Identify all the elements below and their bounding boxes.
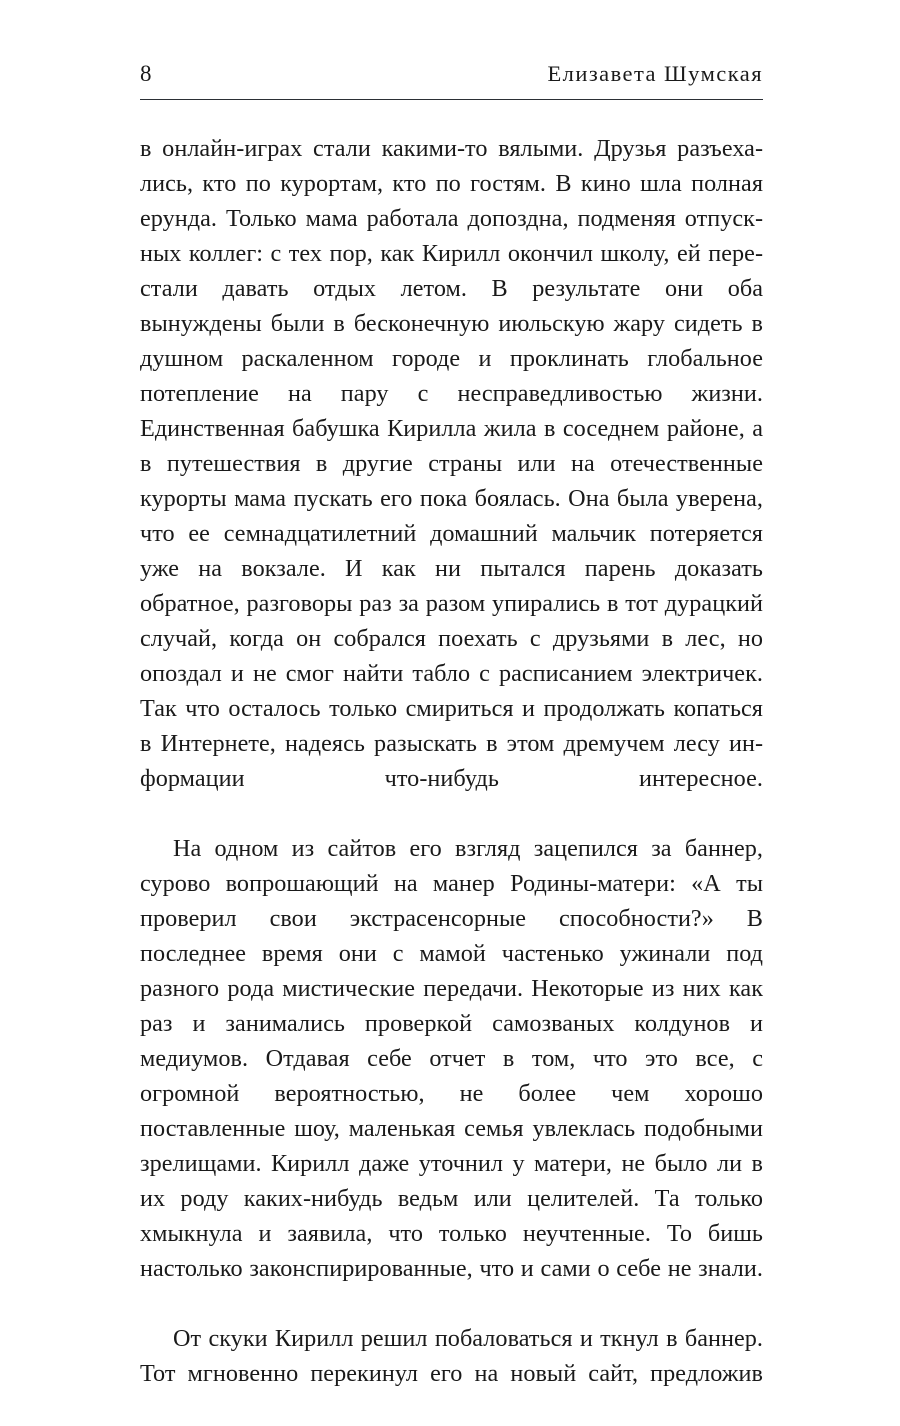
paragraph: От скуки Кирилл решил побаловаться и ткнул в баннер. Тот мгновенно перекинул его на новый сайт, предложив <box>140 1325 763 1387</box>
running-title-author: Елизавета Шумская <box>547 61 763 86</box>
paragraph: в онлайн-играх стали какими-то вялыми. Друзья разъехались, кто по курортам, кто по гостям. В кино шла полная ерунда. Только мама работала допоздна, подменяя отпускных коллег: с тех пор, как Кирилл окончил школу, ей перестали давать отдых летом. В результате они оба вынуждены были в бесконечную июльскую жару сидеть в душном раскаленном городе и проклинать глобальное потепление на пару с несправедливостью жизни. Единственная бабушка Кирилла жила в соседнем районе, а в путешествия в другие страны или на отечественные курорты мама пускать его пока боялась. Она была уверена, что ее семнадцатилетний домашний мальчик потеряется уже на вокзале. И как ни пытался парень доказать обратное, разговоры раз за разом упирались в тот дурацкий случай, когда он собрался поехать с друзьями в лес, но опоздал и не смог найти табло с расписанием электричек. Так что осталось только смириться и продолжать копаться в Интернете, надеясь разыскать в этом дремучем лесу информации что-нибудь интересное. <box>140 135 763 792</box>
page-number: 8 <box>140 61 152 86</box>
header-divider <box>140 99 763 100</box>
paragraph: На одном из сайтов его взгляд зацепился за баннер, сурово вопрошающий на манер Родины-матери: «А ты проверил свои экстрасенсорные способности?» В последнее время они с мамой частенько ужинали под разного рода мистические передачи. Некоторые из них как раз и занимались проверкой самозваных колдунов и медиумов. Отдавая себе отчет в том, что это все, с огромной вероятностью, не более чем хорошо поставленные шоу, маленькая семья увлеклась подобными зрелищами. Кирилл даже уточнил у матери, не было ли в их роду каких-нибудь ведьм или целителей. Та только хмыкнула и заявила, что только неучтенные. То бишь настолько законспирированные, что и сами о себе не знали. <box>140 835 763 1282</box>
body-text-block <box>140 131 763 1426</box>
running-head <box>140 62 763 86</box>
